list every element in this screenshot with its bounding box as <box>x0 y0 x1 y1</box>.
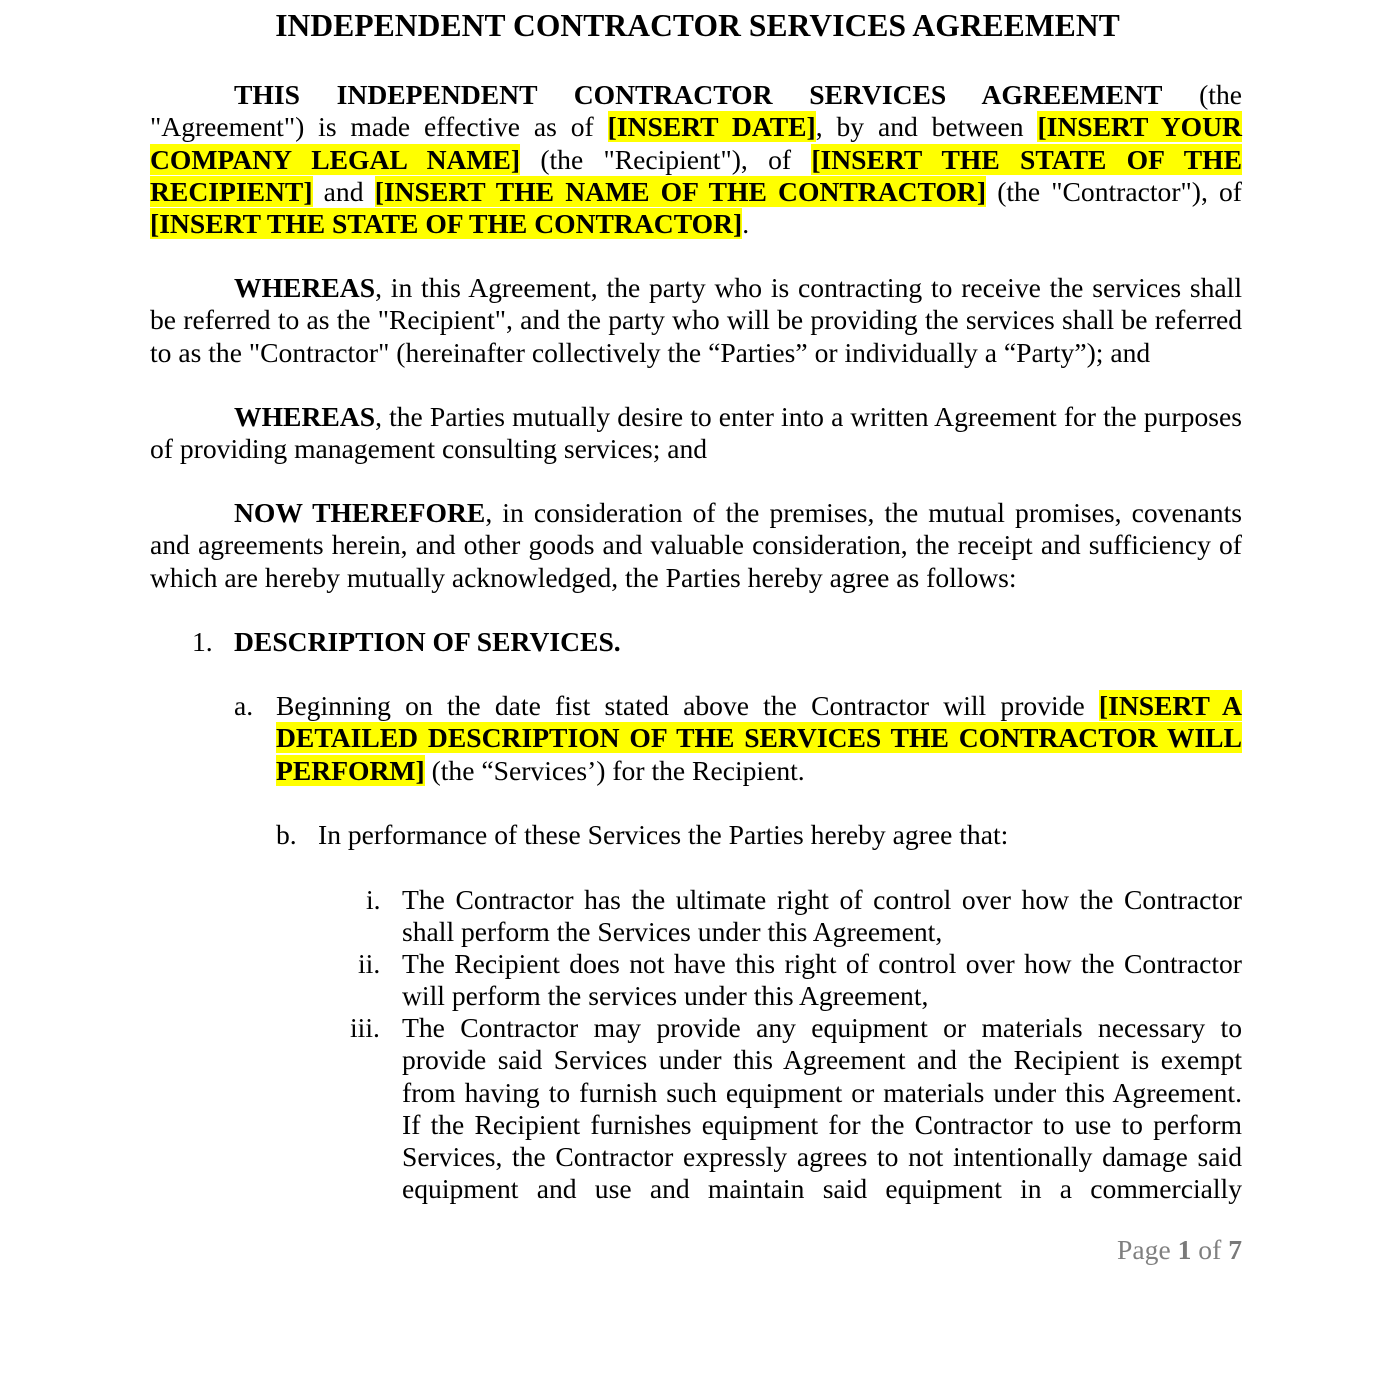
whereas-paragraph-2 <box>150 401 1242 466</box>
intro-text-2: , by and between <box>815 111 1038 143</box>
whereas-1-text: , in this Agreement, the party who is contracting to receive the services shall be referred to as the "Recipient", and the party who will be providing the services shall be referred to as the "Contractor" (hereinafter collectively the “Parties” or individually a “Party”); and <box>150 272 1242 368</box>
whereas-2-text: , the Parties mutually desire to enter into a written Agreement for the purposes of providing management consulting services; and <box>150 401 1242 465</box>
intro-text-3: (the "Recipient"), of <box>520 143 812 175</box>
intro-text-1: (the "Agreement") is made effective as of <box>150 79 1242 143</box>
footer-current-page: 1 <box>1177 1234 1192 1265</box>
placeholder-date: [INSERT DATE] <box>607 111 816 143</box>
placeholder-services-description: [INSERT A DETAILED DESCRIPTION OF THE SERVICES THE CONTRACTOR WILL PERFORM] <box>276 690 1242 786</box>
item-ii-text: The Recipient does not have this right of control over how the Contractor will perform the services under this Agreement, <box>402 948 1242 1012</box>
item-i-text: The Contractor has the ultimate right of control over how the Contractor shall perform the Services under this Agreement, <box>402 884 1242 948</box>
now-therefore-lead: NOW THEREFORE <box>234 497 486 528</box>
footer-total-pages: 7 <box>1228 1234 1242 1265</box>
intro-text-6: . <box>742 208 750 240</box>
item-ii-marker: ii. <box>358 948 381 979</box>
intro-paragraph <box>150 79 1242 240</box>
item-a-text <box>276 690 1242 787</box>
item-a-text-2: (the “Services’) for the Recipient. <box>424 754 805 786</box>
now-therefore-text: , in consideration of the premises, the mutual promises, covenants and agreements herein, and other goods and valuable consideration, the receipt and sufficiency of which are hereby mutually acknowledged, the Parties hereby agree as follows: <box>150 497 1242 593</box>
item-b-text: In performance of these Services the Parties hereby agree that: <box>318 819 1009 850</box>
placeholder-contractor-state: [INSERT THE STATE OF THE CONTRACTOR] <box>150 208 743 240</box>
intro-lead: THIS INDEPENDENT CONTRACTOR SERVICES AGREEMENT <box>234 79 1163 110</box>
placeholder-recipient-state: [INSERT THE STATE OF THE RECIPIENT] <box>150 143 1242 207</box>
section-1-number: 1. <box>192 626 213 657</box>
item-i-marker: i. <box>366 884 381 915</box>
now-therefore-paragraph <box>150 497 1242 594</box>
document-title: INDEPENDENT CONTRACTOR SERVICES AGREEMENT <box>275 8 1120 43</box>
item-a-marker: a. <box>234 690 254 721</box>
footer-of-word: of <box>1198 1234 1222 1265</box>
item-b-marker: b. <box>276 819 297 850</box>
page-number-footer <box>1117 1234 1242 1266</box>
section-1-heading: DESCRIPTION OF SERVICES. <box>234 626 621 657</box>
item-a-text-1: Beginning on the date fist stated above the Contractor will provide <box>276 690 1099 721</box>
footer-page-word: Page <box>1117 1234 1171 1265</box>
placeholder-contractor-name: [INSERT THE NAME OF THE CONTRACTOR] <box>374 175 987 207</box>
intro-text-5: (the "Contractor"), of <box>986 175 1242 207</box>
whereas-2-lead: WHEREAS <box>234 401 376 432</box>
whereas-paragraph-1 <box>150 272 1242 369</box>
item-iii-marker: iii. <box>350 1012 380 1043</box>
placeholder-company-name: [INSERT YOUR COMPANY LEGAL NAME] <box>150 111 1242 175</box>
intro-text-4: and <box>312 175 375 207</box>
whereas-1-lead: WHEREAS <box>234 272 376 303</box>
item-iii-text: The Contractor may provide any equipment or materials necessary to provide said Services under this Agreement and the Recipient is exempt from having to furnish such equipment or materials under this Agreement. If the Recipient furnishes equipment for the Contractor to use to perform Services, the Contractor expressly agrees to not intentionally damage said equipment and use and maintain said equipment in a commercially <box>402 1012 1242 1205</box>
